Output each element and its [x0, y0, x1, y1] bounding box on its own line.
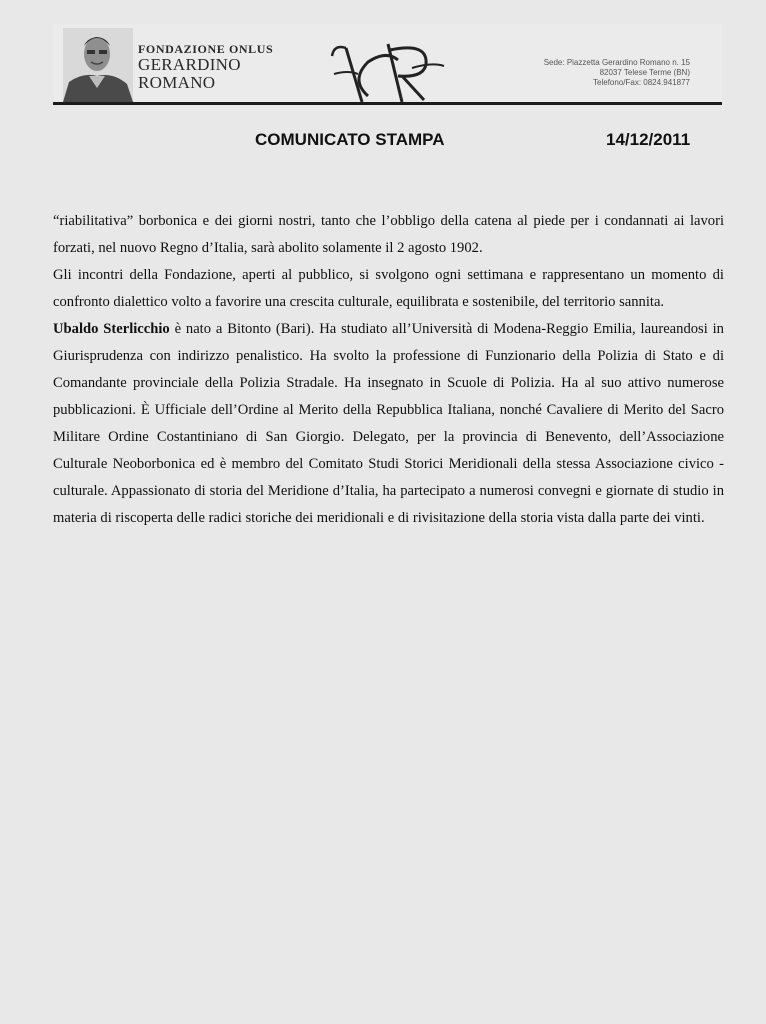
address-line-2: 82037 Telese Terme (BN) — [599, 68, 690, 77]
paragraph-1: “riabilitativa” borbonica e dei giorni nostri, tanto che l’obbligo della catena al piede per i condannati ai lavori forzati, nel nuovo Regno d’Italia, sarà abolito solamente il 2 agosto 1902. — [53, 213, 724, 256]
document-title: COMUNICATO STAMPA — [255, 130, 445, 149]
address-block — [544, 58, 690, 88]
address-line-1: Sede: Piazzetta Gerardino Romano n. 15 — [543, 58, 690, 67]
letterhead-divider — [53, 102, 722, 105]
address-line-3: Telefono/Fax: 0824.941877 — [593, 78, 690, 87]
org-line-2: GERARDINO — [138, 55, 241, 74]
document-date: 14/12/2011 — [606, 130, 691, 149]
document-body — [53, 208, 724, 532]
organization-name — [138, 43, 273, 91]
paragraph-2: Gli incontri della Fondazione, aperti al pubblico, si svolgono ogni settimana e rappresentano un momento di confronto dialettico volto a favorire una crescita culturale, equilibrata e sostenibile, del territorio sannita. — [53, 267, 724, 310]
paragraph-3 — [53, 316, 724, 532]
org-line-3: ROMANO — [138, 73, 216, 92]
person-name: Ubaldo Sterlicchio — [53, 321, 170, 337]
monogram-logo-icon — [328, 40, 446, 106]
paragraph-3-text: è nato a Bitonto (Bari). Ha studiato all’Università di Modena-Reggio Emilia, laureandosi in Giurisprudenza con indirizzo penalistico. Ha svolto la professione di Funzionario della Polizia di Stato e di Comandante provinciale della Polizia Stradale. Ha insegnato in Scuole di Polizia. Ha al suo attivo numerose pubblicazioni. È Ufficiale dell’Ordine al Merito della Repubblica Italiana, nonché Cavaliere di Merito del Sacro Militare Ordine Costantiniano di San Giorgio. Delegato, per la provincia di Benevento, dell’Associazione Culturale Neoborbonica ed è membro del Comitato Studi Storici Meridionali della stessa Associazione civico - culturale. Appassionato di storia del Meridione d’Italia, ha partecipato a numerosi convegni e giornate di studio in materia di riscoperta delle radici storiche dei meridionali e di rivisitazione della storia vista dalla parte dei vinti. — [53, 321, 724, 526]
org-line-1: FONDAZIONE ONLUS — [138, 42, 274, 56]
founder-portrait — [63, 28, 133, 102]
